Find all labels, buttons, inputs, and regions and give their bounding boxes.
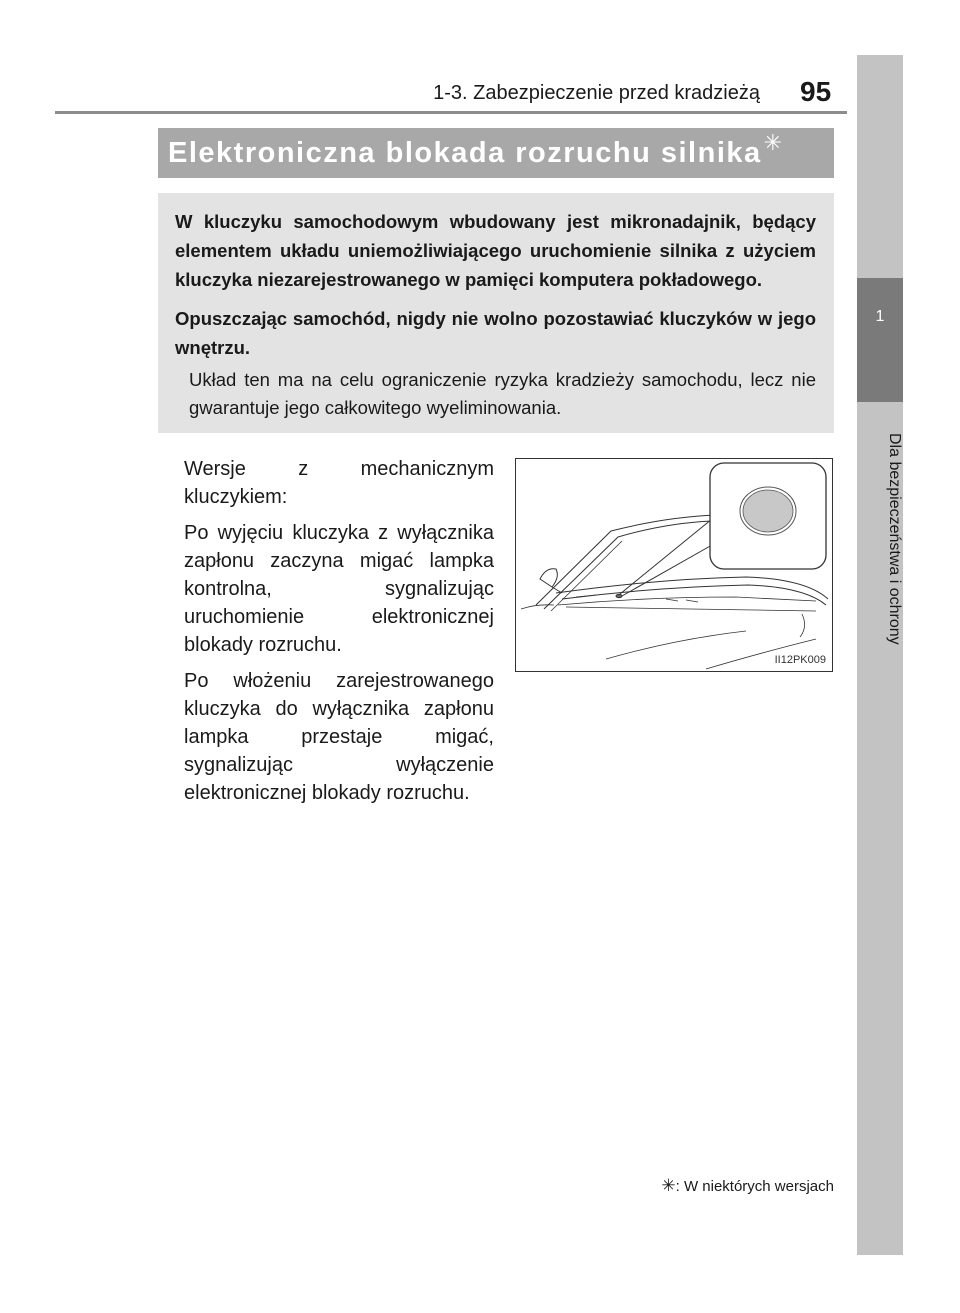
chapter-number: 1 — [857, 278, 903, 402]
running-header-section: 1-3. Zabezpieczenie przed kradzieżą — [433, 82, 760, 104]
page-number: 95 — [800, 76, 832, 107]
dashboard-windshield-drawing — [516, 459, 832, 671]
footnote-text: : W niektórych wersjach — [675, 1178, 834, 1195]
chapter-title: Dla bezpieczeństwa i ochrony — [886, 433, 903, 645]
info-bold-paragraph: W kluczyku samochodowym wbudowany jest mikronadajnik, będący elementem układu uniemożliwiającego uruchomienie silnika z użyciem kluczyka niezarejestrowanego w pamięci komputera pokładowego. — [175, 211, 816, 290]
indicator-lamp-illustration — [515, 458, 833, 672]
section-title: Elektroniczna blokada rozruchu silnika — [168, 136, 762, 169]
header-divider — [55, 111, 847, 114]
body-paragraph: Po włożeniu zarejestrowanego kluczyka do wyłącznika zapłonu lampka przestaje migać, sygnalizując wyłączenie elektronicznej blokady rozruchu. — [184, 670, 494, 804]
asterisk-icon: ✳ — [661, 1176, 676, 1195]
warning-paragraph: Opuszczając samochód, nigdy nie wolno pozostawiać kluczyków w jego wnętrzu. — [175, 308, 816, 358]
footnote — [626, 1176, 834, 1196]
info-box — [158, 193, 834, 433]
body-paragraph: Po wyjęciu kluczyka z wyłącznika zapłonu zaczyna migać lampka kontrolna, sygnalizując uruchomienie elektronicznej blokady rozruchu. — [184, 522, 494, 656]
section-title-bar — [158, 128, 834, 178]
chapter-side-tab — [857, 55, 903, 1255]
body-text-column — [184, 455, 494, 815]
asterisk-icon: ✳ — [763, 130, 783, 155]
info-note-paragraph: Układ ten ma na celu ograniczenie ryzyka kradzieży samochodu, lecz nie gwarantuje jego całkowitego wyeliminowania. — [189, 369, 816, 418]
body-heading: Wersje z mechanicznym kluczykiem: — [184, 458, 494, 508]
figure-code: II12PK009 — [774, 654, 826, 666]
